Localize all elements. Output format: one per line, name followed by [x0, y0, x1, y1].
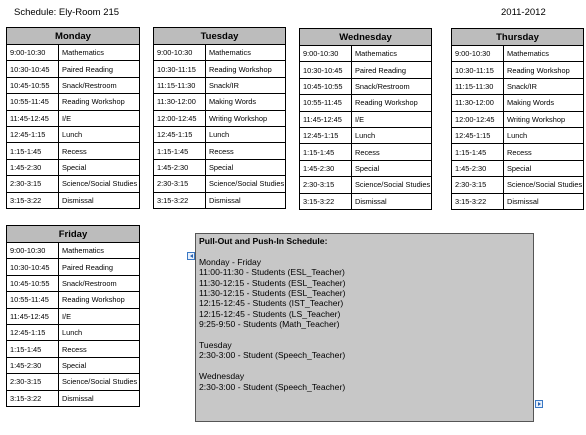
wednesday-schedule-table [299, 28, 432, 210]
table-row [7, 192, 140, 208]
table-row [7, 45, 140, 61]
time-cell: 12:00-12:45 [154, 110, 206, 126]
pullout-title: Pull-Out and Push-In Schedule: [199, 236, 328, 246]
table-row [7, 292, 140, 308]
table-row [154, 192, 286, 208]
time-cell: 11:30-12:00 [154, 94, 206, 110]
table-row [7, 341, 140, 357]
table-row [300, 62, 432, 78]
activity-cell: Writing Workshop [206, 110, 286, 126]
table-row [452, 127, 584, 143]
activity-cell: Lunch [206, 126, 286, 142]
table-row [452, 193, 584, 209]
table-row [452, 160, 584, 176]
activity-cell: Mathematics [352, 46, 432, 62]
pullout-line: 12:15-12:45 - Students (LS_Teacher) [199, 308, 341, 319]
activity-cell: Science/Social Studies [206, 176, 286, 192]
table-row [154, 61, 286, 77]
table-row [154, 126, 286, 142]
time-cell: 1:45-2:30 [7, 159, 59, 175]
pullout-line: 11:00-11:30 - Students (ESL_Teacher) [199, 267, 345, 278]
table-row [154, 176, 286, 192]
tuesday-schedule-table [153, 27, 286, 209]
time-cell: 9:00-10:30 [154, 45, 206, 61]
table-row [300, 78, 432, 94]
pullout-line: 11:30-12:15 - Students (ESL_Teacher) [199, 277, 346, 288]
time-cell: 10:30-10:45 [300, 62, 352, 78]
table-row [154, 45, 286, 61]
activity-cell: Paired Reading [59, 61, 140, 77]
table-row [7, 77, 140, 93]
time-cell: 10:45-10:55 [7, 77, 59, 93]
time-cell: 11:15-11:30 [154, 77, 206, 93]
pullout-line: 11:30-12:15 - Students (ESL_Teacher) [199, 288, 346, 299]
time-cell: 2:30-3:15 [452, 177, 504, 193]
activity-cell: Recess [59, 143, 140, 159]
time-cell: 3:15-3:22 [452, 193, 504, 209]
table-row [7, 126, 140, 142]
table-row [7, 143, 140, 159]
table-row [300, 95, 432, 111]
activity-cell: Mathematics [59, 45, 140, 61]
time-cell: 10:30-11:15 [154, 61, 206, 77]
activity-cell: Making Words [504, 95, 584, 111]
time-cell: 1:15-1:45 [452, 144, 504, 160]
activity-cell: Science/Social Studies [59, 176, 140, 192]
table-row [7, 61, 140, 77]
time-cell: 2:30-3:15 [7, 374, 59, 390]
table-row [300, 127, 432, 143]
activity-cell: Reading Workshop [59, 94, 140, 110]
time-cell: 12:00-12:45 [452, 111, 504, 127]
time-cell: 1:15-1:45 [300, 144, 352, 160]
activity-cell: Special [206, 159, 286, 175]
time-cell: 10:45-10:55 [300, 78, 352, 94]
time-cell: 10:55-11:45 [300, 95, 352, 111]
pullout-line: 2:30-3:00 - Student (Speech_Teacher) [199, 381, 346, 392]
activity-cell: Snack/Restroom [352, 78, 432, 94]
pullout-lines [199, 246, 530, 392]
time-cell: 10:30-11:15 [452, 62, 504, 78]
table-row [7, 324, 140, 340]
time-cell: 10:30-10:45 [7, 61, 59, 77]
time-cell: 1:45-2:30 [300, 160, 352, 176]
time-cell: 1:15-1:45 [7, 341, 59, 357]
activity-cell: Mathematics [206, 45, 286, 61]
activity-cell: Special [59, 357, 140, 373]
activity-cell: Science/Social Studies [59, 374, 140, 390]
table-row [452, 144, 584, 160]
pullout-line [199, 361, 530, 371]
table-row [7, 159, 140, 175]
pullout-line: Monday - Friday [199, 256, 262, 267]
time-cell: 10:55-11:45 [7, 94, 59, 110]
activity-cell: Recess [206, 143, 286, 159]
activity-cell: Snack/IR [206, 77, 286, 93]
time-cell: 12:45-1:15 [7, 126, 59, 142]
time-cell: 3:15-3:22 [7, 390, 59, 406]
time-cell: 12:45-1:15 [452, 127, 504, 143]
time-cell: 12:45-1:15 [300, 127, 352, 143]
time-cell: 9:00-10:30 [7, 45, 59, 61]
time-cell: 10:45-10:55 [7, 275, 59, 291]
day-header: Tuesday [154, 28, 286, 45]
table-row [154, 77, 286, 93]
time-cell: 11:15-11:30 [452, 78, 504, 94]
monday-schedule-table [6, 27, 140, 209]
table-row [154, 159, 286, 175]
time-cell: 3:15-3:22 [7, 192, 59, 208]
day-header: Friday [7, 226, 140, 243]
activity-cell: Dismissal [59, 390, 140, 406]
pullout-line: Wednesday [199, 371, 245, 382]
time-cell: 11:45-12:45 [7, 308, 59, 324]
table-row [452, 111, 584, 127]
activity-cell: Science/Social Studies [504, 177, 584, 193]
time-cell: 11:30-12:00 [452, 95, 504, 111]
activity-cell: I/E [59, 308, 140, 324]
activity-cell: Snack/Restroom [59, 275, 140, 291]
day-header: Wednesday [300, 29, 432, 46]
time-cell: 9:00-10:30 [452, 46, 504, 62]
pullout-schedule-box[interactable] [195, 233, 534, 422]
time-cell: 12:45-1:15 [154, 126, 206, 142]
activity-cell: Dismissal [206, 192, 286, 208]
activity-cell: I/E [59, 110, 140, 126]
activity-cell: Recess [352, 144, 432, 160]
time-cell: 10:55-11:45 [7, 292, 59, 308]
activity-cell: Recess [59, 341, 140, 357]
pullout-line: 12:15-12:45 - Students (IST_Teacher) [199, 298, 344, 309]
schedule-title: Schedule: Ely-Room 215 [14, 7, 120, 18]
activity-cell: Lunch [504, 127, 584, 143]
table-row [452, 95, 584, 111]
activity-cell: Special [59, 159, 140, 175]
time-cell: 2:30-3:15 [154, 176, 206, 192]
activity-cell: Lunch [59, 126, 140, 142]
activity-cell: I/E [352, 111, 432, 127]
table-row [452, 62, 584, 78]
time-cell: 9:00-10:30 [7, 243, 59, 259]
thursday-schedule-table [451, 28, 584, 210]
table-row [7, 390, 140, 406]
pullout-line: Tuesday [199, 340, 232, 351]
time-cell: 9:00-10:30 [300, 46, 352, 62]
time-cell: 10:30-10:45 [7, 259, 59, 275]
pullout-line: 2:30-3:00 - Student (Speech_Teacher) [199, 350, 346, 361]
left-link-arrow-icon[interactable] [187, 252, 195, 260]
activity-cell: Mathematics [504, 46, 584, 62]
table-row [7, 275, 140, 291]
table-row [7, 243, 140, 259]
table-row [452, 78, 584, 94]
table-row [300, 193, 432, 209]
pullout-line [199, 246, 530, 256]
table-row [7, 110, 140, 126]
activity-cell: Reading Workshop [59, 292, 140, 308]
time-cell: 3:15-3:22 [300, 193, 352, 209]
table-row [7, 308, 140, 324]
activity-cell: Dismissal [352, 193, 432, 209]
activity-cell: Lunch [352, 127, 432, 143]
time-cell: 11:45-12:45 [300, 111, 352, 127]
table-row [154, 94, 286, 110]
friday-schedule-table [6, 225, 140, 407]
time-cell: 12:45-1:15 [7, 324, 59, 340]
activity-cell: Writing Workshop [504, 111, 584, 127]
right-link-arrow-icon[interactable] [535, 400, 543, 408]
table-row [7, 374, 140, 390]
time-cell: 1:45-2:30 [452, 160, 504, 176]
activity-cell: Snack/IR [504, 78, 584, 94]
activity-cell: Dismissal [59, 192, 140, 208]
table-row [7, 259, 140, 275]
time-cell: 1:45-2:30 [154, 159, 206, 175]
table-row [452, 46, 584, 62]
activity-cell: Snack/Restroom [59, 77, 140, 93]
table-row [7, 94, 140, 110]
time-cell: 2:30-3:15 [7, 176, 59, 192]
table-row [300, 177, 432, 193]
table-row [300, 160, 432, 176]
time-cell: 1:45-2:30 [7, 357, 59, 373]
time-cell: 11:45-12:45 [7, 110, 59, 126]
day-header: Monday [7, 28, 140, 45]
activity-cell: Paired Reading [352, 62, 432, 78]
school-year: 2011-2012 [501, 7, 546, 18]
table-row [300, 144, 432, 160]
activity-cell: Special [504, 160, 584, 176]
activity-cell: Science/Social Studies [352, 177, 432, 193]
activity-cell: Making Words [206, 94, 286, 110]
activity-cell: Special [352, 160, 432, 176]
table-row [300, 111, 432, 127]
activity-cell: Recess [504, 144, 584, 160]
activity-cell: Dismissal [504, 193, 584, 209]
pullout-line: 9:25-9:50 - Students (Math_Teacher) [199, 319, 340, 330]
day-header: Thursday [452, 29, 584, 46]
activity-cell: Reading Workshop [352, 95, 432, 111]
time-cell: 3:15-3:22 [154, 192, 206, 208]
table-row [154, 110, 286, 126]
activity-cell: Reading Workshop [206, 61, 286, 77]
activity-cell: Mathematics [59, 243, 140, 259]
table-row [7, 357, 140, 373]
activity-cell: Reading Workshop [504, 62, 584, 78]
activity-cell: Paired Reading [59, 259, 140, 275]
pullout-line [199, 330, 530, 340]
table-row [7, 176, 140, 192]
table-row [452, 177, 584, 193]
table-row [300, 46, 432, 62]
time-cell: 1:15-1:45 [7, 143, 59, 159]
time-cell: 1:15-1:45 [154, 143, 206, 159]
activity-cell: Lunch [59, 324, 140, 340]
time-cell: 2:30-3:15 [300, 177, 352, 193]
table-row [154, 143, 286, 159]
